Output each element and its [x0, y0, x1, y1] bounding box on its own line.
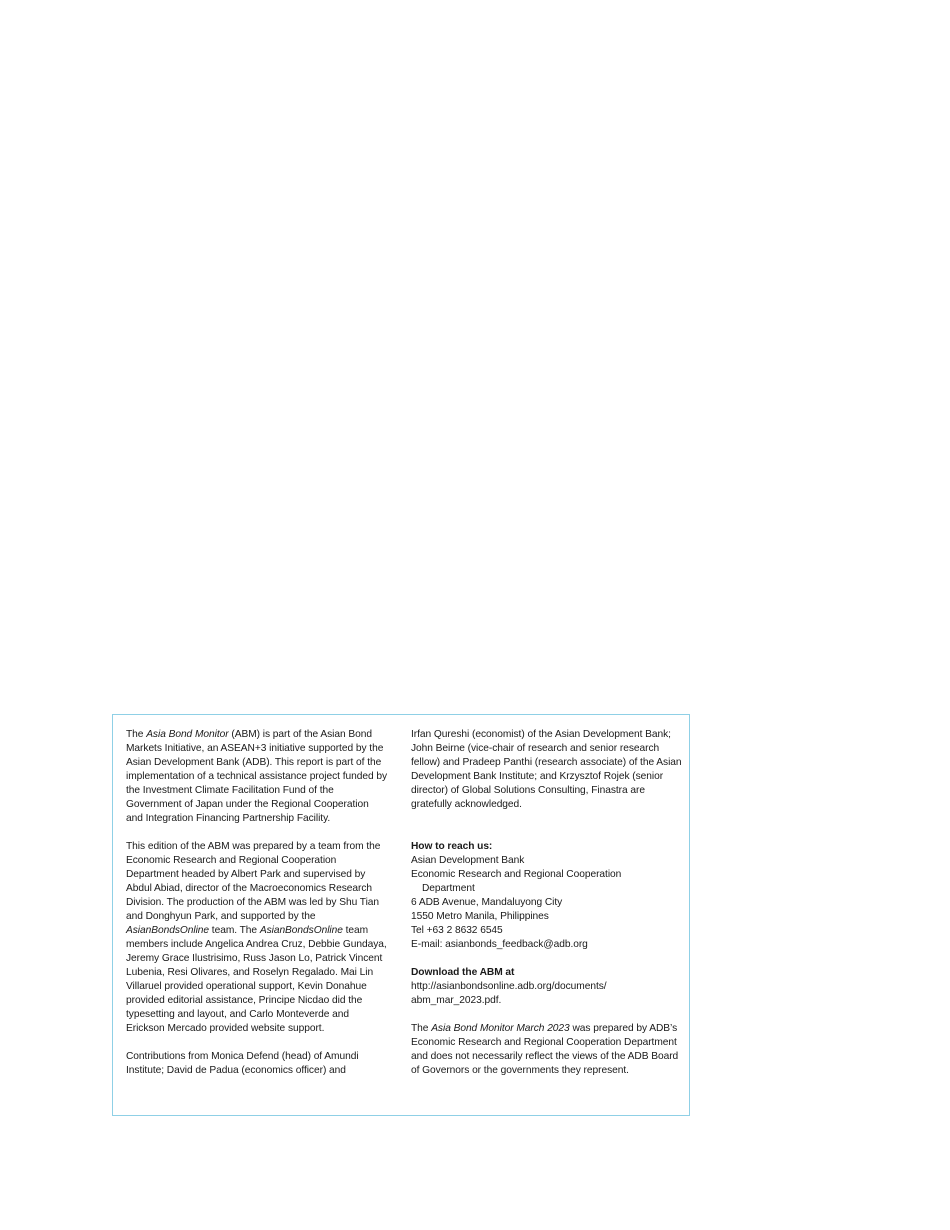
abm-title: Asia Bond Monitor: [146, 729, 229, 740]
contributions-paragraph: Contributions from Monica Defend (head) of Amundi Institute; David de Padua (economics officer) and: [126, 1051, 359, 1076]
asianbondsonline-name: AsianBondsOnline: [259, 925, 343, 936]
contact-heading: How to reach us:: [411, 841, 493, 852]
left-column: [126, 728, 388, 1078]
contact-org: Asian Development Bank: [411, 855, 525, 866]
contact-dept-cont: Department: [422, 883, 475, 894]
team-paragraph: This edition of the ABM was prepared by a team from the Economic Research and Regional Cooperation Department headed by Albert Park and supervised by Abdul Abiad, director of the Macroeconomics Research Division. The production of the ABM was led by Shu Tian and Donghyun Park, and supported by the AsianBondsOnline team. The AsianBondsOnline team members include Angelica Andrea Cruz, Debbie Gundaya, Jeremy Grace Ilustrisimo, Russ Jason Lo, Patrick Vincent Lubenia, Resi Olivares, and Roselyn Regalado. Mai Lin Villaruel provided operational support, Kevin Donahue provided editorial assistance, Principe Nicdao did the typesetting and layout, and Carlo Monteverde and Erickson Mercado provided website support.: [126, 841, 387, 1034]
contact-address: 6 ADB Avenue, Mandaluyong City: [411, 897, 563, 908]
contributions-continued-paragraph: Irfan Qureshi (economist) of the Asian Development Bank; John Beirne (vice-chair of research and senior research fellow) and Pradeep Panthi (research associate) of the Asian Development Bank Institute; and Krzysztof Rojek (senior director) of Global Solutions Consulting, Finastra are gratefully acknowledged.: [411, 729, 682, 810]
download-url: http://asianbondsonline.adb.org/documents/: [411, 981, 607, 992]
contact-city: 1550 Metro Manila, Philippines: [411, 911, 549, 922]
report-title: Asia Bond Monitor March 2023: [431, 1023, 570, 1034]
asianbondsonline-name: AsianBondsOnline: [126, 925, 210, 936]
acknowledgments-box: [112, 714, 690, 1116]
disclaimer-paragraph: The Asia Bond Monitor March 2023 was prepared by ADB’s Economic Research and Regional Cooperation Department and does not necessarily reflect the views of the ADB Board of Governors or the governments they represent.: [411, 1023, 679, 1076]
contact-email: E-mail: asianbonds_feedback@adb.org: [411, 939, 588, 950]
download-block: [411, 966, 683, 1008]
contact-tel: Tel +63 2 8632 6545: [411, 925, 503, 936]
download-url-cont: abm_mar_2023.pdf.: [411, 995, 502, 1006]
contact-dept: Economic Research and Regional Cooperation: [411, 869, 622, 880]
right-column: [411, 728, 683, 1078]
contact-block: [411, 840, 683, 952]
download-heading: Download the ABM at: [411, 967, 515, 978]
abm-intro-paragraph: The Asia Bond Monitor (ABM) is part of the Asian Bond Markets Initiative, an ASEAN+3 initiative supported by the Asian Development Bank (ADB). This report is part of the implementation of a technical assistance project funded by the Investment Climate Facilitation Fund of the Government of Japan under the Regional Cooperation and Integration Financing Partnership Facility.: [126, 729, 387, 824]
